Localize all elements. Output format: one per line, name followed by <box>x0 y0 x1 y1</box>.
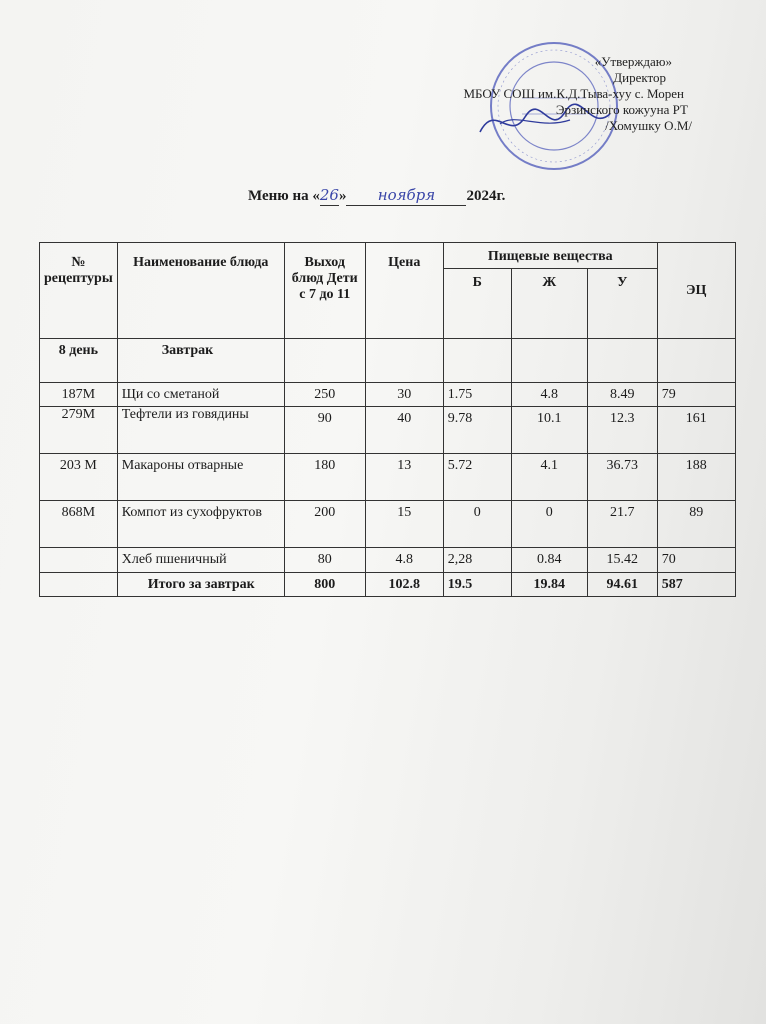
recipe-cell: 279М <box>40 407 118 454</box>
approval-line-2: Директор <box>613 70 666 85</box>
header-recipe: № рецептуры <box>40 243 118 339</box>
table-row <box>40 383 736 407</box>
b-cell: 9.78 <box>443 407 511 454</box>
b-cell: 0 <box>443 501 511 548</box>
price-cell: 15 <box>365 501 443 548</box>
table-row <box>40 454 736 501</box>
menu-table <box>39 242 736 597</box>
output-cell: 90 <box>284 407 365 454</box>
output-cell: 250 <box>284 383 365 407</box>
table-row <box>40 501 736 548</box>
recipe-cell: 868М <box>40 501 118 548</box>
dish-name-cell: Хлеб пшеничный <box>117 548 284 573</box>
total-b: 19.5 <box>443 573 511 597</box>
b-cell: 1.75 <box>443 383 511 407</box>
header-u: У <box>587 269 657 339</box>
zh-cell: 0 <box>511 501 587 548</box>
b-cell: 2,28 <box>443 548 511 573</box>
dish-name-cell: Тефтели из говядины <box>117 407 284 454</box>
recipe-cell: 187М <box>40 383 118 407</box>
title-suffix: 2024г. <box>466 188 506 204</box>
header-ec: ЭЦ <box>657 243 735 339</box>
recipe-cell: 203 М <box>40 454 118 501</box>
approval-line-3: МБОУ СОШ им.К.Д.Тыва-хуу с. Морен <box>463 86 684 101</box>
total-zh: 19.84 <box>511 573 587 597</box>
ec-cell: 161 <box>657 407 735 454</box>
header-nutrients: Пищевые вещества <box>443 243 657 269</box>
ec-cell: 188 <box>657 454 735 501</box>
dish-name-cell: Щи со сметаной <box>117 383 284 407</box>
zh-cell: 10.1 <box>511 407 587 454</box>
table-row <box>40 407 736 454</box>
u-cell: 21.7 <box>587 501 657 548</box>
header-b: Б <box>443 269 511 339</box>
day-label: 8 день <box>40 339 118 383</box>
recipe-cell <box>40 548 118 573</box>
approval-line-5: /Хомушку О.М/ <box>605 118 692 133</box>
output-cell: 180 <box>284 454 365 501</box>
approval-line-4: Эрзинского кожууна РТ <box>555 102 688 117</box>
approval-block <box>440 54 692 134</box>
total-row <box>40 573 736 597</box>
meal-label: Завтрак <box>117 339 284 383</box>
output-cell: 80 <box>284 548 365 573</box>
ec-cell: 79 <box>657 383 735 407</box>
table-row <box>40 548 736 573</box>
total-price: 102.8 <box>365 573 443 597</box>
u-cell: 15.42 <box>587 548 657 573</box>
u-cell: 36.73 <box>587 454 657 501</box>
menu-title <box>248 186 505 206</box>
title-month: ноября <box>377 186 436 204</box>
price-cell: 4.8 <box>365 548 443 573</box>
price-cell: 30 <box>365 383 443 407</box>
title-prefix: Меню на « <box>248 188 320 204</box>
approval-line-1: «Утверждаю» <box>594 54 672 69</box>
total-ec: 587 <box>657 573 735 597</box>
b-cell: 5.72 <box>443 454 511 501</box>
zh-cell: 4.8 <box>511 383 587 407</box>
total-output: 800 <box>284 573 365 597</box>
header-name: Наименование блюда <box>117 243 284 339</box>
zh-cell: 0.84 <box>511 548 587 573</box>
title-day: 26 <box>319 186 339 204</box>
u-cell: 8.49 <box>587 383 657 407</box>
title-mid: » <box>338 188 347 204</box>
zh-cell: 4.1 <box>511 454 587 501</box>
ec-cell: 70 <box>657 548 735 573</box>
price-cell: 40 <box>365 407 443 454</box>
price-cell: 13 <box>365 454 443 501</box>
dish-name-cell: Макароны отварные <box>117 454 284 501</box>
u-cell: 12.3 <box>587 407 657 454</box>
header-zh: Ж <box>511 269 587 339</box>
total-u: 94.61 <box>587 573 657 597</box>
dish-name-cell: Компот из сухофруктов <box>117 501 284 548</box>
ec-cell: 89 <box>657 501 735 548</box>
header-output: Выход блюд Дети с 7 до 11 <box>284 243 365 339</box>
total-label: Итого за завтрак <box>117 573 284 597</box>
header-price: Цена <box>365 243 443 339</box>
output-cell: 200 <box>284 501 365 548</box>
